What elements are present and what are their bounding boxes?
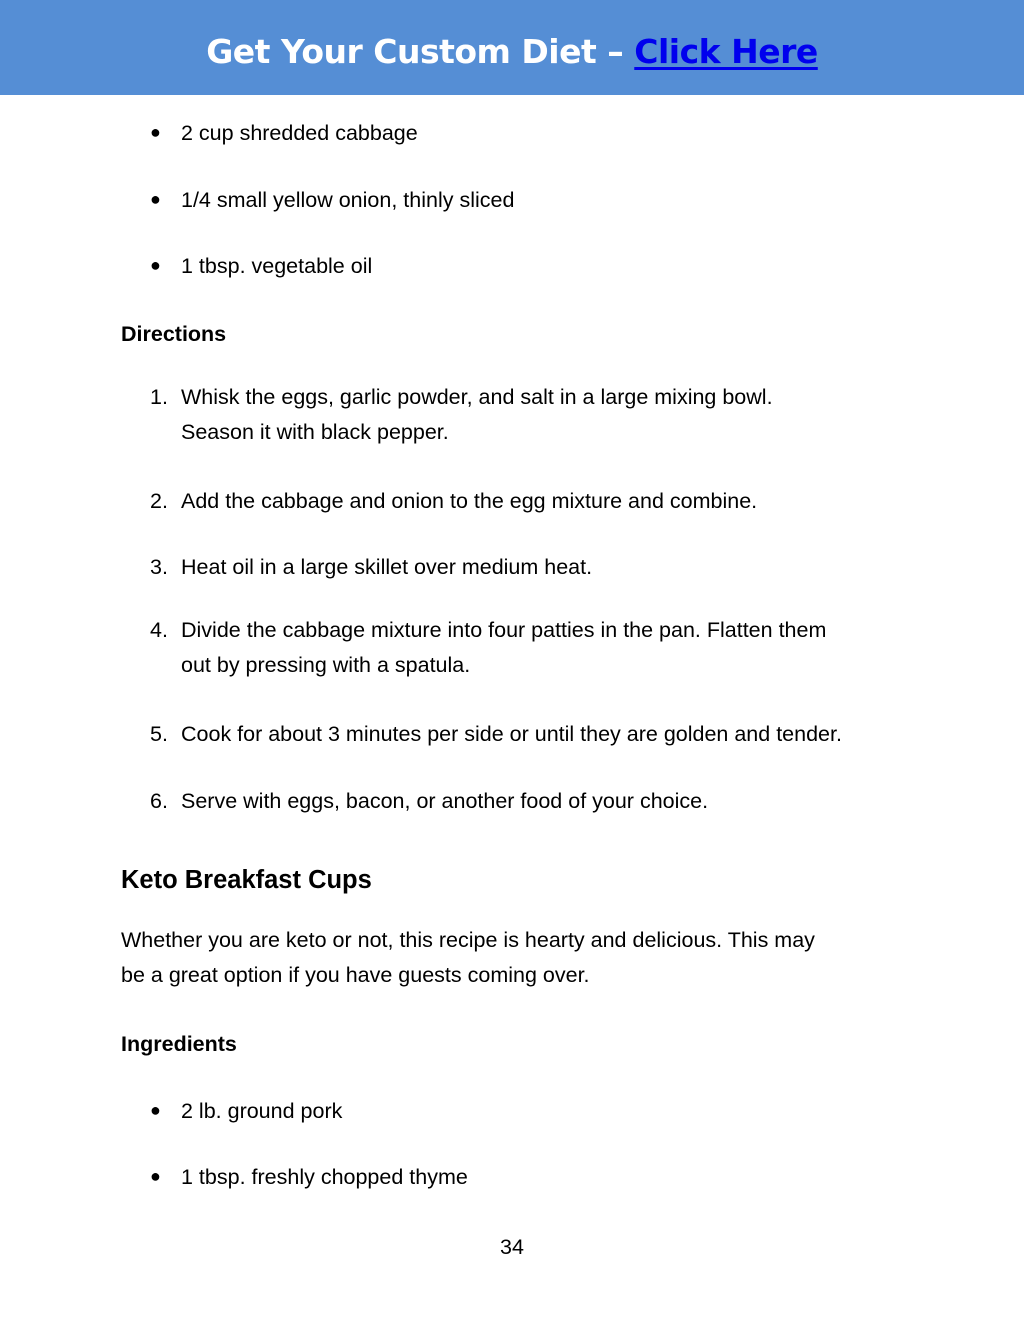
bullet-icon: ● bbox=[150, 1166, 161, 1186]
step-text: Whisk the eggs, garlic powder, and salt in a large mixing bowl. bbox=[181, 385, 773, 409]
step-text: Cook for about 3 minutes per side or until they are golden and tender. bbox=[181, 722, 842, 746]
step-text: Serve with eggs, bacon, or another food of your choice. bbox=[181, 789, 709, 813]
bullet-icon: ● bbox=[150, 189, 161, 209]
step-text: out by pressing with a spatula. bbox=[181, 653, 471, 677]
directions-heading: Directions bbox=[121, 322, 227, 346]
bullet-icon: ● bbox=[150, 1100, 161, 1120]
bullet-icon: ● bbox=[150, 122, 161, 142]
ingredient-item: 1 tbsp. freshly chopped thyme bbox=[181, 1165, 468, 1189]
step-number: 2. bbox=[150, 489, 168, 513]
ingredients-heading: Ingredients bbox=[121, 1032, 237, 1056]
ingredient-item: 2 lb. ground pork bbox=[181, 1099, 343, 1123]
ingredient-item: 1/4 small yellow onion, thinly sliced bbox=[181, 188, 515, 212]
step-number: 6. bbox=[150, 789, 168, 813]
recipe-intro-line: be a great option if you have guests coming over. bbox=[121, 963, 590, 987]
click-here-link[interactable]: Click Here bbox=[634, 32, 818, 71]
banner-title bbox=[206, 32, 818, 71]
step-text: Heat oil in a large skillet over medium heat. bbox=[181, 555, 593, 579]
recipe-title: Keto Breakfast Cups bbox=[121, 866, 372, 894]
step-text: Add the cabbage and onion to the egg mixture and combine. bbox=[181, 489, 758, 513]
promo-banner bbox=[0, 0, 1024, 95]
bullet-icon: ● bbox=[150, 255, 161, 275]
recipe-intro-line: Whether you are keto or not, this recipe is hearty and delicious. This may bbox=[121, 928, 815, 952]
step-text: Season it with black pepper. bbox=[181, 420, 449, 444]
banner-prefix: Get Your Custom Diet – bbox=[206, 32, 635, 71]
step-number: 3. bbox=[150, 555, 168, 579]
page-number: 34 bbox=[500, 1235, 524, 1259]
step-number: 5. bbox=[150, 722, 168, 746]
step-number: 1. bbox=[150, 385, 168, 409]
ingredient-item: 2 cup shredded cabbage bbox=[181, 121, 418, 145]
step-number: 4. bbox=[150, 618, 168, 642]
ingredient-item: 1 tbsp. vegetable oil bbox=[181, 254, 373, 278]
step-text: Divide the cabbage mixture into four patties in the pan. Flatten them bbox=[181, 618, 827, 642]
